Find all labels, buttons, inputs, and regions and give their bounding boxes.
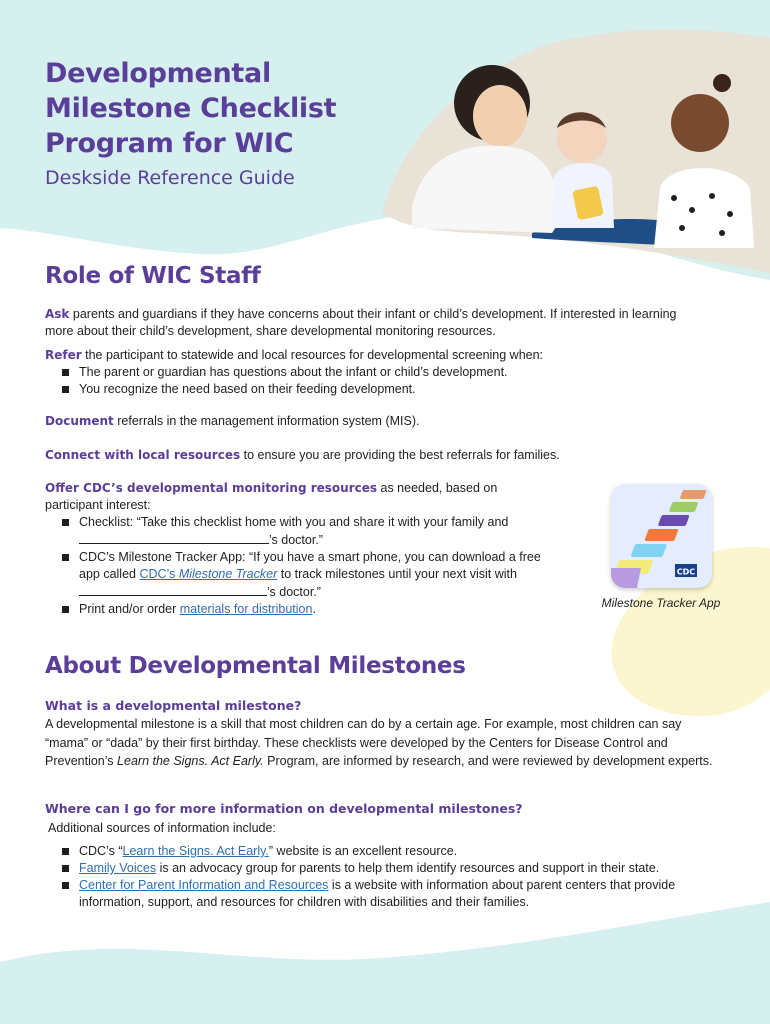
document-keyword: Document [45, 414, 114, 428]
refer-paragraph [45, 347, 695, 364]
app-bullet [45, 549, 555, 601]
connect-text: to ensure you are providing the best referrals for families. [240, 448, 560, 462]
offer-paragraph [45, 480, 555, 514]
app-stripes-icon [611, 484, 712, 588]
definition-text-end: Program, are informed by research, and were reviewed by development experts. [263, 754, 713, 768]
milestone-tracker-link[interactable] [139, 567, 277, 581]
program-name: Learn the Signs. Act Early. [117, 754, 264, 768]
connect-paragraph [45, 447, 695, 464]
page-subtitle: Deskside Reference Guide [45, 167, 295, 189]
name-blank[interactable] [79, 531, 269, 544]
source-item [45, 843, 725, 860]
checklist-text: Checklist: “Take this checklist home with you and share it with your family and [79, 515, 509, 529]
app-text: CDC’s Milestone Tracker App: “If you have a smart phone, you can download a free app called [79, 550, 541, 581]
cdc-badge: CDC [676, 567, 696, 577]
connect-keyword: Connect with local resources [45, 448, 241, 462]
source-item [45, 860, 725, 877]
learn-the-signs-link[interactable]: Learn the Signs. Act Early. [122, 844, 269, 858]
refer-bullet: The parent or guardian has questions about the infant or child’s development. [45, 364, 695, 381]
materials-link[interactable]: materials for distribution [179, 602, 313, 616]
name-blank[interactable] [79, 583, 267, 596]
link-text: CDC’s [139, 567, 179, 581]
refer-bullet: You recognize the need based on their feeding development. [45, 381, 695, 398]
sources-intro: Additional sources of information include: [48, 821, 276, 835]
more-info-question: Where can I go for more information on developmental milestones? [45, 801, 523, 816]
milestone-question: What is a developmental milestone? [45, 698, 302, 713]
sources-list [45, 843, 725, 911]
teal-footer-wave [0, 902, 770, 1024]
checklist-text-end: ’s doctor.” [269, 533, 323, 547]
print-text: Print and/or order [79, 602, 180, 616]
source-text: CDC’s “ [79, 844, 123, 858]
milestone-definition [45, 715, 725, 771]
refer-list [45, 364, 695, 398]
link-text-italic: Milestone Tracker [178, 567, 278, 581]
document-paragraph [45, 413, 695, 430]
family-voices-link[interactable]: Family Voices [79, 861, 157, 875]
app-text-end: ’s doctor.” [267, 585, 321, 599]
page-title: Developmental Milestone Checklist Program for WIC [45, 58, 337, 159]
offer-keyword: Offer CDC’s developmental monitoring resources [45, 481, 378, 495]
ask-paragraph [45, 306, 695, 340]
offer-list [45, 514, 555, 618]
document-text: referrals in the management information system (MIS). [113, 414, 420, 428]
source-text-end: is an advocacy group for parents to help them identify resources and support in their state. [156, 861, 660, 875]
definition-text: A developmental milestone is a skill that most children can do by a certain age. For example, most children can say “mama” or “dada” by their first birthday. These checklists were developed by the Centers for Disease Control and Prevention’s [45, 717, 682, 768]
about-section-heading: About Developmental Milestones [45, 653, 466, 679]
source-item [45, 877, 725, 911]
header-photo [382, 28, 770, 273]
offer-text: as needed, based on participant interest: [45, 481, 498, 512]
app-text-middle: to track milestones until your next visit with [277, 567, 517, 581]
refer-keyword: Refer [45, 348, 82, 362]
source-text-end: ” website is an excellent resource. [268, 844, 458, 858]
parent-center-link[interactable]: Center for Parent Information and Resources [79, 878, 329, 892]
refer-block [45, 347, 695, 398]
ask-keyword: Ask [45, 307, 70, 321]
milestone-tracker-app-icon [611, 484, 712, 588]
source-text-end: is a website with information about parent centers that provide information, support, and resources for children with disabilities and their families. [79, 878, 676, 909]
print-bullet [45, 601, 555, 618]
ask-text: parents and guardians if they have concerns about their infant or child’s development. If interested in learning more about their child’s development, share developmental monitoring resources. [45, 307, 677, 338]
about-block [45, 698, 725, 771]
print-text-end: . [312, 602, 316, 616]
offer-block [45, 480, 555, 618]
app-caption: Milestone Tracker App [601, 596, 721, 610]
refer-text: the participant to statewide and local resources for developmental screening when: [81, 348, 544, 362]
role-section-heading: Role of WIC Staff [45, 263, 261, 289]
checklist-bullet [45, 514, 555, 549]
